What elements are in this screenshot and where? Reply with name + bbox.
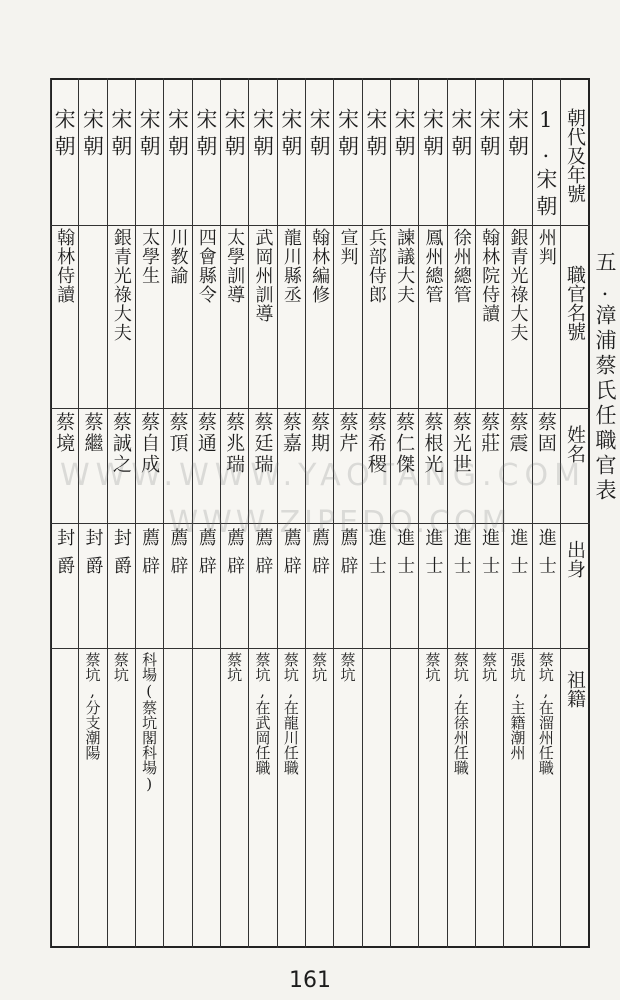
cell-name: 蔡兆瑞 xyxy=(223,412,246,475)
cell-origin: 薦辟 xyxy=(167,528,189,584)
cell-dynasty: 宋朝 xyxy=(165,108,190,162)
cell-ancestry: 蔡坑 xyxy=(423,652,442,682)
cell-name: 蔡仁傑 xyxy=(393,412,416,475)
page-number: 161 xyxy=(289,968,331,993)
cell-dynasty: 宋朝 xyxy=(335,108,360,162)
cell-ancestry: 蔡坑 xyxy=(111,652,130,682)
cell-origin: 封爵 xyxy=(54,528,76,584)
cell-office: 翰林侍讀 xyxy=(54,228,76,304)
cell-office: 翰林編修 xyxy=(309,228,331,304)
cell-origin: 薦辟 xyxy=(337,528,359,584)
cell-ancestry: 蔡坑,在徐州任職 xyxy=(451,652,470,775)
cell-dynasty: 宋朝 xyxy=(278,108,303,162)
cell-office: 太學訓導 xyxy=(224,228,246,304)
column-divider xyxy=(107,78,108,948)
header-office: 職官名號 xyxy=(564,265,586,341)
cell-name: 蔡境 xyxy=(53,412,76,454)
cell-office: 兵部侍郎 xyxy=(365,228,387,304)
cell-ancestry: 蔡坑,在溜州任職 xyxy=(536,652,555,775)
cell-office: 宣判 xyxy=(337,228,359,266)
cell-office: 龍川縣丞 xyxy=(280,228,302,304)
cell-office: 翰林院侍讀 xyxy=(479,228,501,323)
cell-name: 蔡自成 xyxy=(138,412,161,475)
cell-ancestry: 蔡坑 xyxy=(225,652,244,682)
cell-ancestry: 蔡坑,在龍川任職 xyxy=(281,652,300,775)
cell-name: 蔡誠之 xyxy=(109,412,132,475)
cell-dynasty: 宋朝 xyxy=(505,108,530,162)
cell-name: 蔡通 xyxy=(194,412,217,454)
cell-dynasty: 宋朝 xyxy=(80,108,105,162)
cell-dynasty: 宋朝 xyxy=(250,108,275,162)
cell-dynasty: 宋朝 xyxy=(307,108,332,162)
cell-name: 蔡固 xyxy=(534,412,557,454)
cell-dynasty: 宋朝 xyxy=(420,108,445,162)
watermark-line-1: WWW.WWW.YAOTANG.COM xyxy=(60,458,586,493)
cell-office: 川教諭 xyxy=(167,228,189,285)
row-divider-name xyxy=(50,408,590,409)
cell-office: 鳳州總管 xyxy=(422,228,444,304)
cell-name: 蔡期 xyxy=(308,412,331,454)
column-divider xyxy=(560,78,561,948)
cell-dynasty: 宋朝 xyxy=(222,108,247,162)
cell-name: 蔡廷瑞 xyxy=(251,412,274,475)
cell-name: 蔡希稷 xyxy=(364,412,387,475)
cell-name: 蔡莊 xyxy=(478,412,501,454)
header-origin: 出身 xyxy=(564,540,586,578)
cell-origin: 進士 xyxy=(479,528,501,584)
cell-name: 蔡根光 xyxy=(421,412,444,475)
header-name: 姓名 xyxy=(564,425,586,463)
header-ancestry: 祖籍 xyxy=(564,670,586,708)
cell-name: 蔡芹 xyxy=(336,412,359,454)
cell-dynasty: 宋朝 xyxy=(477,108,502,162)
cell-office: 太學生 xyxy=(139,228,161,285)
column-divider xyxy=(78,78,79,948)
cell-origin: 薦辟 xyxy=(309,528,331,584)
cell-origin: 封爵 xyxy=(110,528,132,584)
cell-office: 州判 xyxy=(535,228,557,266)
cell-dynasty: 宋朝 xyxy=(392,108,417,162)
cell-origin: 封爵 xyxy=(82,528,104,584)
row-divider-ancestry xyxy=(50,648,590,649)
page-title: 五.漳浦蔡氏任職官表 xyxy=(593,250,617,504)
cell-dynasty: 宋朝 xyxy=(363,108,388,162)
cell-origin: 進士 xyxy=(394,528,416,584)
cell-name: 蔡繼 xyxy=(81,412,104,454)
cell-dynasty: 宋朝 xyxy=(448,108,473,162)
cell-origin: 進士 xyxy=(507,528,529,584)
cell-ancestry: 蔡坑,在武岡任職 xyxy=(253,652,272,775)
cell-origin: 薦辟 xyxy=(195,528,217,584)
cell-office: 四會縣令 xyxy=(195,228,217,304)
cell-origin: 薦辟 xyxy=(252,528,274,584)
cell-origin: 薦辟 xyxy=(280,528,302,584)
cell-office: 諫議大夫 xyxy=(394,228,416,304)
cell-ancestry: 張坑,主籍潮州 xyxy=(508,652,527,760)
cell-origin: 薦辟 xyxy=(224,528,246,584)
cell-name: 蔡頂 xyxy=(166,412,189,454)
cell-dynasty: 1.宋朝 xyxy=(533,108,558,222)
cell-dynasty: 宋朝 xyxy=(108,108,133,162)
cell-office: 武岡州訓導 xyxy=(252,228,274,323)
cell-ancestry: 蔡坑 xyxy=(338,652,357,682)
cell-origin: 進士 xyxy=(535,528,557,584)
cell-ancestry: 蔡坑,分支潮陽 xyxy=(83,652,102,760)
cell-origin: 進士 xyxy=(422,528,444,584)
cell-office: 銀青光祿大夫 xyxy=(110,228,132,342)
cell-origin: 薦辟 xyxy=(139,528,161,584)
cell-origin: 進士 xyxy=(450,528,472,584)
cell-ancestry: 科場(蔡坑閣科場) xyxy=(140,652,159,793)
cell-name: 蔡震 xyxy=(506,412,529,454)
column-divider xyxy=(50,78,51,948)
cell-dynasty: 宋朝 xyxy=(137,108,162,162)
cell-office: 銀青光祿大夫 xyxy=(507,228,529,342)
cell-ancestry: 蔡坑 xyxy=(310,652,329,682)
cell-dynasty: 宋朝 xyxy=(52,108,77,162)
cell-ancestry: 蔡坑 xyxy=(480,652,499,682)
cell-name: 蔡光世 xyxy=(449,412,472,475)
cell-dynasty: 宋朝 xyxy=(193,108,218,162)
header-dynasty: 朝代及年號 xyxy=(564,108,586,203)
row-divider-office xyxy=(50,225,590,226)
watermark-line-2: WWW.ZIPEDO.COM xyxy=(168,505,512,540)
cell-origin: 進士 xyxy=(365,528,387,584)
cell-office: 徐州總管 xyxy=(450,228,472,304)
cell-name: 蔡嘉 xyxy=(279,412,302,454)
